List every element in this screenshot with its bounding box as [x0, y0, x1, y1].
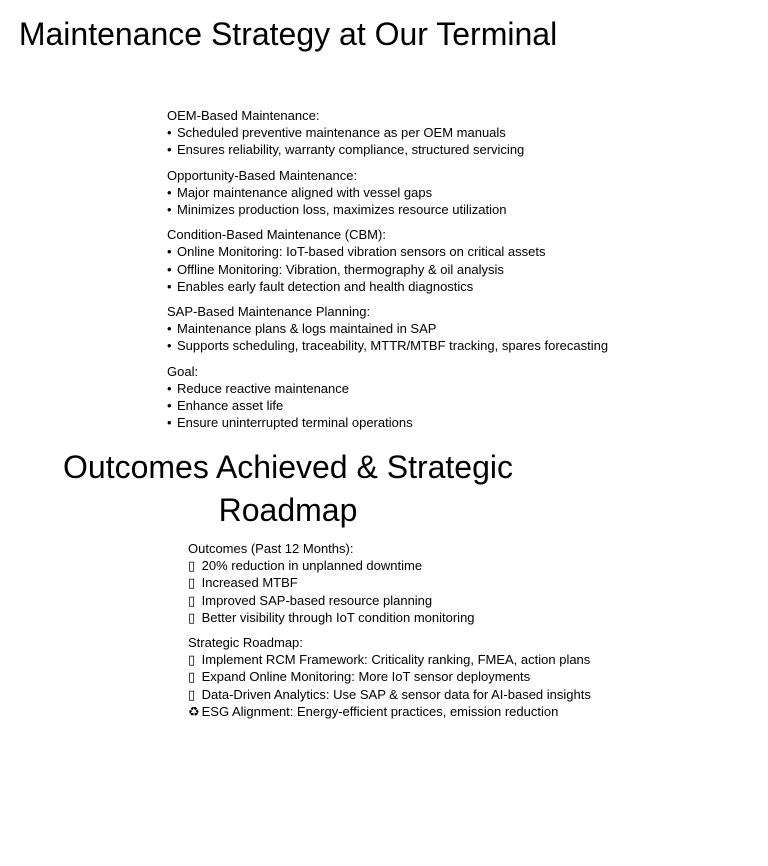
oem-group [167, 107, 608, 159]
bullet-icon: • [167, 261, 172, 277]
missing-glyph-icon: ▯ [188, 669, 196, 685]
missing-glyph-icon: ▯ [188, 652, 196, 668]
bullet-icon: • [167, 125, 172, 141]
list-item [167, 397, 608, 414]
item-text: Maintenance plans & logs maintained in SAP [177, 321, 437, 337]
list-item [167, 278, 608, 295]
group-heading: OEM-Based Maintenance: [167, 108, 320, 123]
item-text: Scheduled preventive maintenance as per OEM manuals [177, 125, 506, 141]
page-title-maintenance-strategy: Maintenance Strategy at Our Terminal [18, 16, 558, 52]
page-title-outcomes-roadmap: Outcomes Achieved & Strategic Roadmap [63, 449, 513, 528]
list-item [188, 609, 591, 626]
bullet-icon: • [167, 202, 172, 218]
bullet-icon: • [167, 184, 172, 200]
item-text: Major maintenance aligned with vessel gaps [177, 184, 433, 200]
item-text: Reduce reactive maintenance [177, 380, 349, 396]
item-text: Ensure uninterrupted terminal operations [177, 415, 413, 431]
missing-glyph-icon: ▯ [188, 609, 196, 625]
cbm-group [167, 226, 608, 295]
item-text: Implement RCM Framework: Criticality ranking, FMEA, action plans [201, 652, 591, 668]
missing-glyph-icon: ▯ [188, 686, 196, 702]
bullet-icon: • [167, 142, 172, 158]
bullet-icon: • [167, 278, 172, 294]
item-text: Minimizes production loss, maximizes resource utilization [177, 202, 507, 218]
list-item [167, 184, 608, 201]
group-heading: Strategic Roadmap: [188, 635, 303, 651]
group-heading: Condition-Based Maintenance (CBM): [167, 227, 386, 243]
list-item [188, 668, 591, 685]
item-text: Improved SAP-based resource planning [201, 592, 433, 608]
item-text: Supports scheduling, traceability, MTTR/MTBF tracking, spares forecasting [177, 338, 609, 354]
sap-group [167, 303, 608, 355]
item-text: Enhance asset life [177, 398, 284, 414]
list-item [167, 320, 608, 337]
outcomes-roadmap-list [188, 540, 591, 728]
group-heading: Outcomes (Past 12 Months): [188, 541, 354, 556]
group-heading: SAP-Based Maintenance Planning: [167, 304, 371, 320]
item-text: Offline Monitoring: Vibration, thermography & oil analysis [177, 261, 504, 277]
list-item [188, 592, 591, 609]
item-text: Increased MTBF [201, 575, 298, 591]
list-item [188, 686, 591, 703]
item-text: Data-Driven Analytics: Use SAP & sensor data for AI-based insights [201, 686, 591, 702]
list-item [188, 703, 591, 720]
bullet-icon: • [167, 321, 172, 337]
goal-group [167, 363, 608, 432]
missing-glyph-icon: ▯ [188, 575, 196, 591]
bullet-icon: • [167, 338, 172, 354]
group-heading: Goal: [167, 363, 199, 379]
opportunity-group [167, 167, 608, 219]
item-text: Better visibility through IoT condition monitoring [201, 609, 475, 625]
list-item [167, 141, 608, 158]
item-text: Enables early fault detection and health diagnostics [177, 278, 474, 294]
outcomes-group [188, 540, 591, 626]
item-text: Ensures reliability, warranty compliance, structured servicing [177, 142, 525, 158]
bullet-icon: • [167, 244, 172, 260]
list-item [167, 243, 608, 260]
list-item [188, 651, 591, 668]
item-text: 20% reduction in unplanned downtime [201, 558, 423, 574]
item-text: Expand Online Monitoring: More IoT sensor deployments [201, 669, 531, 685]
bullet-icon: • [167, 415, 172, 431]
list-item [188, 574, 591, 591]
bullet-icon: • [167, 398, 172, 414]
list-item [167, 414, 608, 431]
list-item [167, 261, 608, 278]
maintenance-strategy-list [167, 107, 608, 439]
missing-glyph-icon: ▯ [188, 558, 196, 574]
bullet-icon: • [167, 380, 172, 396]
list-item [167, 380, 608, 397]
list-item [188, 557, 591, 574]
list-item [167, 201, 608, 218]
recycle-icon: ♻ [188, 703, 200, 719]
group-heading: Opportunity-Based Maintenance: [167, 167, 358, 183]
list-item [167, 337, 608, 354]
missing-glyph-icon: ▯ [188, 592, 196, 608]
item-text: Online Monitoring: IoT-based vibration sensors on critical assets [177, 244, 546, 260]
roadmap-group [188, 634, 591, 720]
item-text: ESG Alignment: Energy-efficient practices, emission reduction [201, 703, 559, 719]
list-item [167, 124, 608, 141]
